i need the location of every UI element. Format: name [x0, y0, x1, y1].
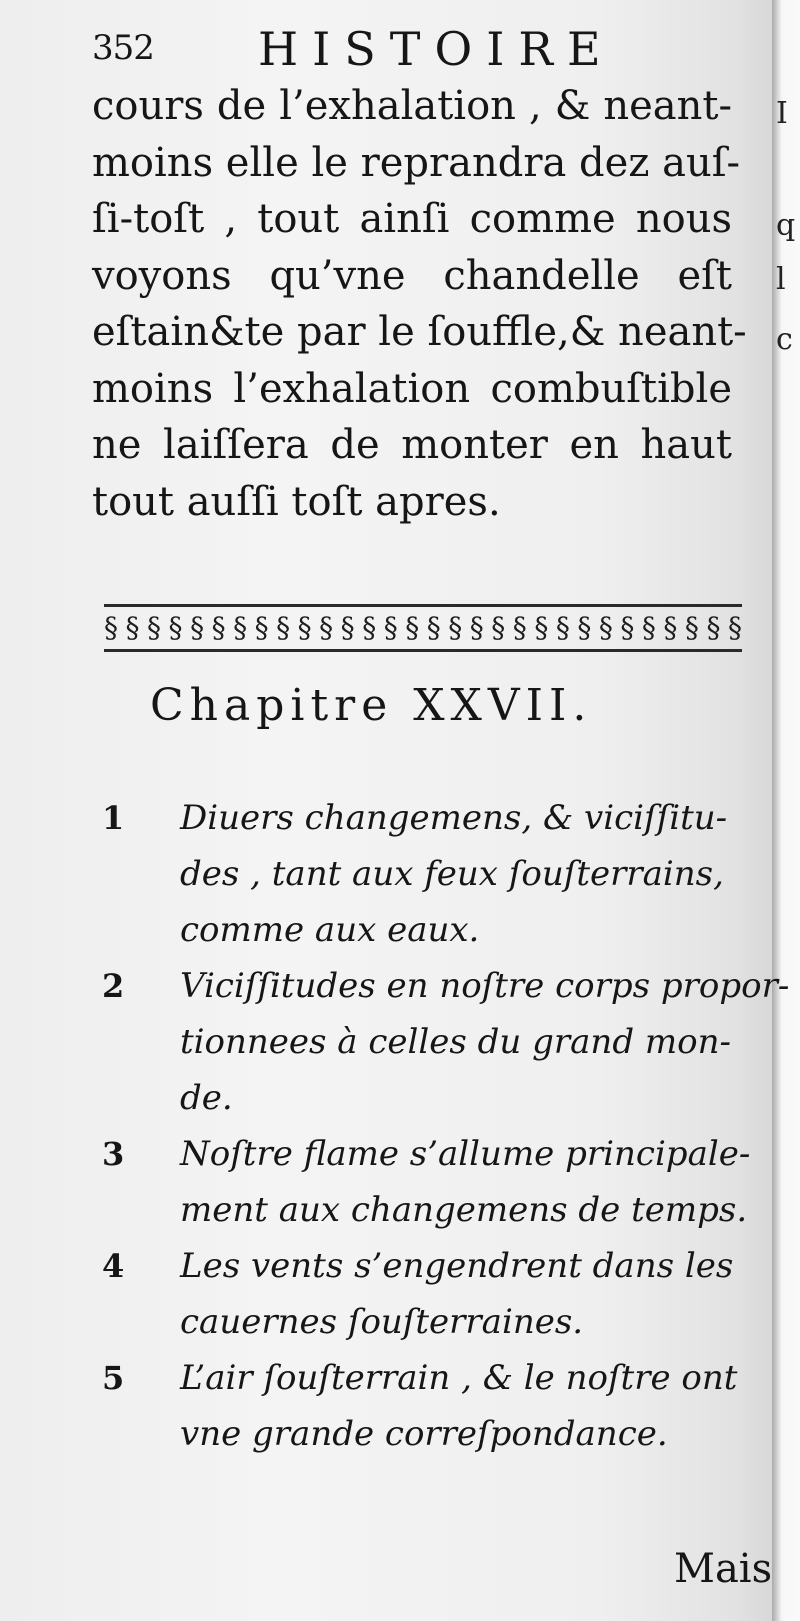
facing-page-fragment: I	[776, 96, 788, 131]
ornament-glyph: §	[448, 611, 463, 644]
summary-item-number: 3	[102, 1135, 125, 1173]
ornament-glyph: §	[727, 611, 742, 644]
text-line: voyons qu’vne chandelle eſt	[92, 252, 732, 299]
summary-line: Diuers changemens, & viciſſitu-	[180, 798, 728, 838]
facing-page-fragment: c	[776, 322, 793, 357]
ornament-glyph: §	[598, 611, 613, 644]
text-line: moins l’exhalation combuſtible	[92, 365, 732, 412]
summary-item	[90, 958, 790, 1126]
running-title: HISTOIRE	[258, 22, 615, 76]
summary-item-number: 5	[102, 1359, 125, 1397]
facing-page-fragment: q	[776, 208, 796, 243]
summary-line: des , tant aux feux ſouſterrains,	[180, 854, 724, 894]
ornament-glyph: §	[405, 611, 420, 644]
summary-item	[90, 1350, 770, 1462]
ornament-glyph: §	[297, 611, 312, 644]
ornament-glyph: §	[211, 611, 226, 644]
body-paragraph	[92, 78, 747, 530]
ornament-glyph: §	[340, 611, 355, 644]
ornament-glyph: §	[254, 611, 269, 644]
ornament-glyph: §	[190, 611, 205, 644]
running-head	[92, 22, 732, 82]
ornament-glyph: §	[684, 611, 699, 644]
text-line: tout auſſi toſt apres.	[92, 478, 501, 525]
chapter-heading: Chapitre XXVII.	[150, 680, 593, 731]
summary-line: Viciſſitudes en noſtre corps propor-	[180, 966, 790, 1006]
ornament-glyph: §	[426, 611, 441, 644]
ornament-glyph: §	[620, 611, 635, 644]
ornament-glyph: §	[641, 611, 656, 644]
facing-page-edge	[772, 0, 800, 1621]
summary-item-number: 1	[102, 799, 125, 837]
summary-item-number: 4	[102, 1247, 125, 1285]
summary-item-number: 2	[102, 967, 125, 1005]
ornament-glyph: §	[491, 611, 506, 644]
ornament-glyph: §	[233, 611, 248, 644]
summary-line: tionnees à celles du grand mon-	[180, 1022, 731, 1062]
summary-line: Les vents s’engendrent dans les	[180, 1246, 734, 1286]
chapter-summary	[90, 790, 790, 1462]
summary-line: ment aux changemens de temps.	[180, 1190, 748, 1230]
ornament-glyph: §	[706, 611, 721, 644]
ornament-glyph: §	[469, 611, 484, 644]
text-line: ne laiſſera de monter en haut	[92, 422, 732, 468]
ornament-glyph: §	[276, 611, 291, 644]
text-line: moins elle le reprandra dez auſ-	[92, 139, 741, 186]
summary-item	[90, 1126, 770, 1238]
ornament-glyph: §	[534, 611, 549, 644]
decorative-ornament-band	[104, 604, 742, 652]
ornament-glyph: §	[512, 611, 527, 644]
text-line: ſi-toſt , tout ainſi comme nous	[92, 196, 732, 242]
facing-page-fragment: l	[776, 262, 786, 297]
ornament-glyph: §	[125, 611, 140, 644]
ornament-glyph: §	[555, 611, 570, 644]
text-line: eſtain&te par le ſouffle,& neant-	[92, 309, 747, 355]
summary-line: cauernes ſouſterraines.	[180, 1302, 584, 1342]
summary-line: comme aux eaux.	[180, 910, 480, 950]
ornament-glyph: §	[168, 611, 183, 644]
summary-line: vne grande correſpondance.	[180, 1414, 668, 1454]
page-number: 352	[92, 28, 154, 68]
summary-item	[90, 790, 770, 958]
ornament-glyph: §	[663, 611, 678, 644]
summary-line: L’air ſouſterrain , & le noſtre ont	[180, 1358, 738, 1398]
text-line: cours de l’exhalation , & neant-	[92, 83, 732, 129]
ornament-glyph: §	[577, 611, 592, 644]
ornament-glyph: §	[362, 611, 377, 644]
catchword: Mais	[674, 1546, 773, 1592]
ornament-glyph: §	[147, 611, 162, 644]
ornament-glyph: §	[383, 611, 398, 644]
ornament-glyph: §	[319, 611, 334, 644]
summary-line: de.	[180, 1078, 233, 1118]
ornament-glyph: §	[104, 611, 118, 644]
summary-item	[90, 1238, 770, 1350]
summary-line: Noſtre flame s’allume principale-	[180, 1134, 751, 1174]
